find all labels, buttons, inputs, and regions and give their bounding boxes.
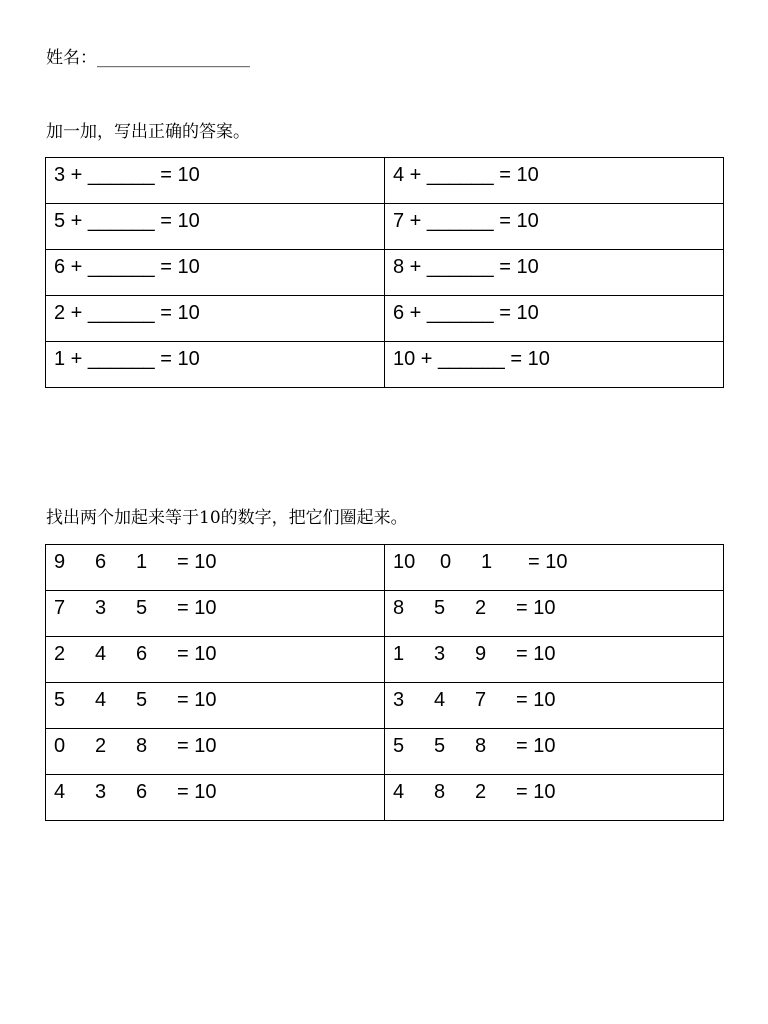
equals-ten: = 10 [177, 643, 217, 665]
number-set-cell [46, 591, 385, 637]
section1-instruction: 加一加，写出正确的答案。 [46, 122, 250, 142]
number: 8 [475, 735, 487, 757]
exercise-cell: 8 + ______ = 10 [385, 250, 724, 296]
number: 0 [54, 735, 66, 757]
table-row [46, 204, 724, 250]
number: 4 [95, 643, 107, 665]
name-field-line [46, 46, 250, 70]
circle-pairs-table [45, 544, 724, 821]
exercise-cell: 6 + ______ = 10 [385, 296, 724, 342]
exercise-cell: 6 + ______ = 10 [46, 250, 385, 296]
table-row [46, 683, 724, 729]
number: 5 [393, 735, 405, 757]
number: 2 [475, 781, 487, 803]
table-row [46, 158, 724, 204]
number: 5 [136, 597, 148, 619]
number-set-cell [385, 729, 724, 775]
equals-ten: = 10 [177, 597, 217, 619]
table-row [46, 545, 724, 591]
number: 6 [136, 643, 148, 665]
table-row [46, 729, 724, 775]
number: 3 [95, 781, 107, 803]
number-set-cell [46, 729, 385, 775]
table-row [46, 637, 724, 683]
equals-ten: = 10 [177, 735, 217, 757]
exercise-cell: 5 + ______ = 10 [46, 204, 385, 250]
number: 7 [475, 689, 487, 711]
number-set-cell [46, 545, 385, 591]
number: 2 [475, 597, 487, 619]
number: 2 [54, 643, 66, 665]
number: 5 [434, 735, 446, 757]
number-set-cell [46, 775, 385, 821]
exercise-cell: 3 + ______ = 10 [46, 158, 385, 204]
table-row [46, 591, 724, 637]
table-row [46, 342, 724, 388]
number-set-cell [385, 637, 724, 683]
table-row [46, 775, 724, 821]
number: 8 [434, 781, 446, 803]
number: 4 [95, 689, 107, 711]
number: 1 [481, 551, 493, 573]
number: 3 [393, 689, 405, 711]
number: 3 [434, 643, 446, 665]
number-set-cell [385, 775, 724, 821]
name-label: 姓名： [46, 48, 97, 68]
number: 1 [393, 643, 405, 665]
number-set-cell [385, 591, 724, 637]
equals-ten: = 10 [516, 643, 556, 665]
number-set-cell [46, 637, 385, 683]
equals-ten: = 10 [516, 781, 556, 803]
number: 1 [136, 551, 148, 573]
exercise-cell: 1 + ______ = 10 [46, 342, 385, 388]
equals-ten: = 10 [516, 597, 556, 619]
equals-ten: = 10 [177, 689, 217, 711]
exercise-cell: 4 + ______ = 10 [385, 158, 724, 204]
number: 10 [393, 551, 416, 573]
number: 4 [434, 689, 446, 711]
equals-ten: = 10 [177, 781, 217, 803]
number: 4 [393, 781, 405, 803]
equals-ten: = 10 [528, 551, 568, 573]
equals-ten: = 10 [516, 689, 556, 711]
addition-exercise-table [45, 157, 724, 388]
exercise-cell: 2 + ______ = 10 [46, 296, 385, 342]
exercise-cell: 10 + ______ = 10 [385, 342, 724, 388]
number: 5 [54, 689, 66, 711]
number: 9 [475, 643, 487, 665]
number: 0 [440, 551, 452, 573]
exercise-cell: 7 + ______ = 10 [385, 204, 724, 250]
number-set-cell [385, 545, 724, 591]
number-set-cell [385, 683, 724, 729]
number: 6 [95, 551, 107, 573]
table-row [46, 296, 724, 342]
number: 3 [95, 597, 107, 619]
section2-instruction: 找出两个加起来等于10的数字，把它们圈起来。 [46, 508, 408, 528]
name-blank: __________________ [97, 48, 250, 68]
number: 6 [136, 781, 148, 803]
number: 5 [136, 689, 148, 711]
number-set-cell [46, 683, 385, 729]
equals-ten: = 10 [177, 551, 217, 573]
number: 4 [54, 781, 66, 803]
number: 8 [393, 597, 405, 619]
number: 9 [54, 551, 66, 573]
number: 2 [95, 735, 107, 757]
equals-ten: = 10 [516, 735, 556, 757]
number: 8 [136, 735, 148, 757]
table-row [46, 250, 724, 296]
number: 5 [434, 597, 446, 619]
number: 7 [54, 597, 66, 619]
